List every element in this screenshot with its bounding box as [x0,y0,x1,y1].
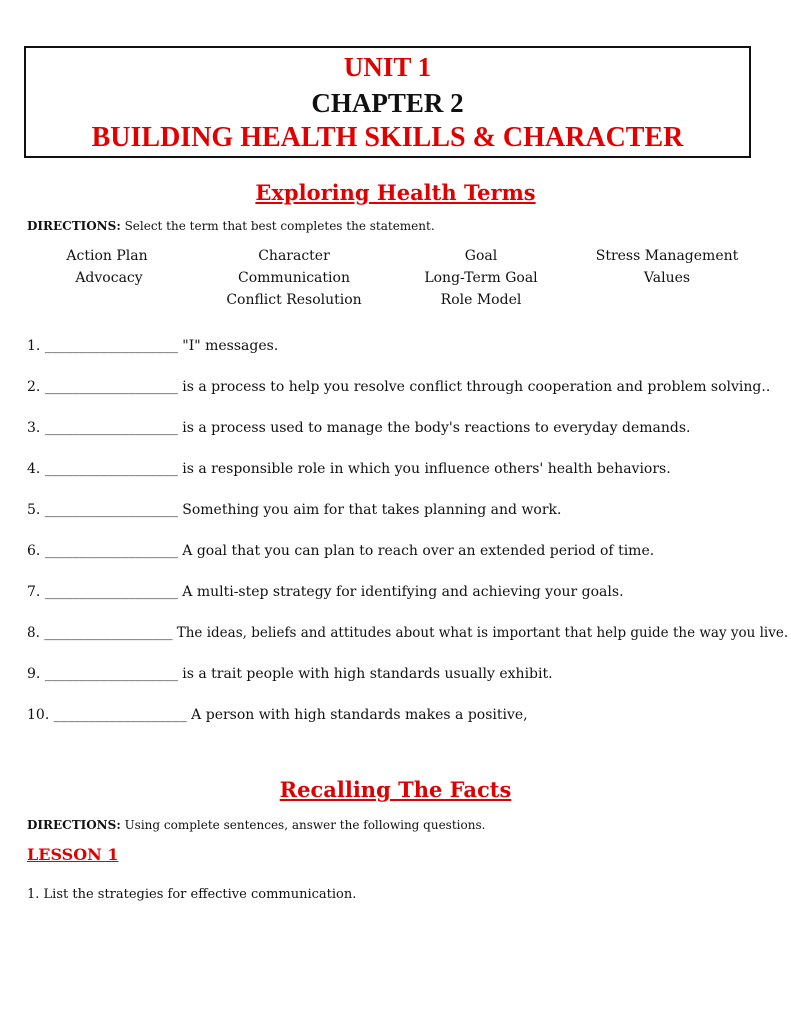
term-item: Goal [464,248,498,264]
term-item: Advocacy [75,270,143,286]
term-item: Communication [238,270,350,286]
question-text: is a responsible role in which you influence others' health behaviors. [177,461,671,477]
section-title-terms: Exploring Health Terms [255,180,536,205]
directions-terms [27,219,435,233]
chapter-heading: CHAPTER 2 [311,88,464,118]
answer-blank[interactable]: ___________________ [44,338,178,354]
question-text: The ideas, beliefs and attitudes about what is important that help guide the way you live. [172,625,789,641]
question-9 [27,666,553,682]
question-text: "I" messages. [177,338,279,354]
directions-text: Using complete sentences, answer the following questions. [120,818,486,832]
answer-blank[interactable]: ___________________ [44,461,178,477]
question-7 [27,584,624,600]
question-number: 10. [27,707,50,723]
question-text: A goal that you can plan to reach over an extended period of time. [177,543,655,559]
chapter-title: BUILDING HEALTH SKILLS & CHARACTER [91,122,684,153]
term-item: Character [258,248,330,264]
answer-blank[interactable]: ___________________ [44,502,178,518]
question-number: 3. [27,420,41,436]
lesson-heading: LESSON 1 [27,845,119,864]
term-item: Values [643,270,691,286]
answer-blank[interactable]: ___________________ [53,707,187,723]
term-bank [0,248,791,318]
question-number: 9. [27,666,41,682]
question-text: A multi-step strategy for identifying and achieving your goals. [177,584,624,600]
question-number: 7. [27,584,41,600]
question-10 [27,707,528,723]
question-text: is a process to help you resolve conflict through cooperation and problem solving.. [177,379,771,395]
question-text: is a process used to manage the body's reactions to everyday demands. [177,420,691,436]
answer-blank[interactable]: ___________________ [44,543,178,559]
answer-blank[interactable]: ___________________ [44,666,178,682]
directions-label: DIRECTIONS: [27,219,121,233]
question-text: is a trait people with high standards usually exhibit. [177,666,553,682]
answer-blank[interactable]: ___________________ [44,625,173,641]
question-number: 2. [27,379,41,395]
term-item: Conflict Resolution [226,292,362,308]
directions-label: DIRECTIONS: [27,818,121,832]
question-5 [27,502,561,518]
section-title-facts: Recalling The Facts [279,777,512,802]
question-1 [27,338,278,354]
directions-facts [27,818,485,832]
lesson-question-1: 1. List the strategies for effective communication. [27,887,357,902]
question-number: 6. [27,543,41,559]
term-item: Role Model [440,292,522,308]
question-6 [27,543,654,559]
directions-text: Select the term that best completes the statement. [120,219,435,233]
question-text: Something you aim for that takes planning and work. [177,502,562,518]
term-item: Long-Term Goal [424,270,538,286]
term-item: Action Plan [66,248,148,264]
term-item: Stress Management [595,248,739,264]
question-8 [27,625,788,641]
question-number: 1. [27,338,41,354]
title-box [24,46,751,158]
question-3 [27,420,691,436]
unit-heading: UNIT 1 [343,52,432,82]
question-number: 5. [27,502,41,518]
answer-blank[interactable]: ___________________ [44,420,178,436]
question-number: 8. [27,625,40,641]
question-text: A person with high standards makes a positive, [186,707,528,723]
question-4 [27,461,671,477]
question-2 [27,379,770,395]
answer-blank[interactable]: ___________________ [44,379,178,395]
answer-blank[interactable]: ___________________ [44,584,178,600]
question-number: 4. [27,461,41,477]
